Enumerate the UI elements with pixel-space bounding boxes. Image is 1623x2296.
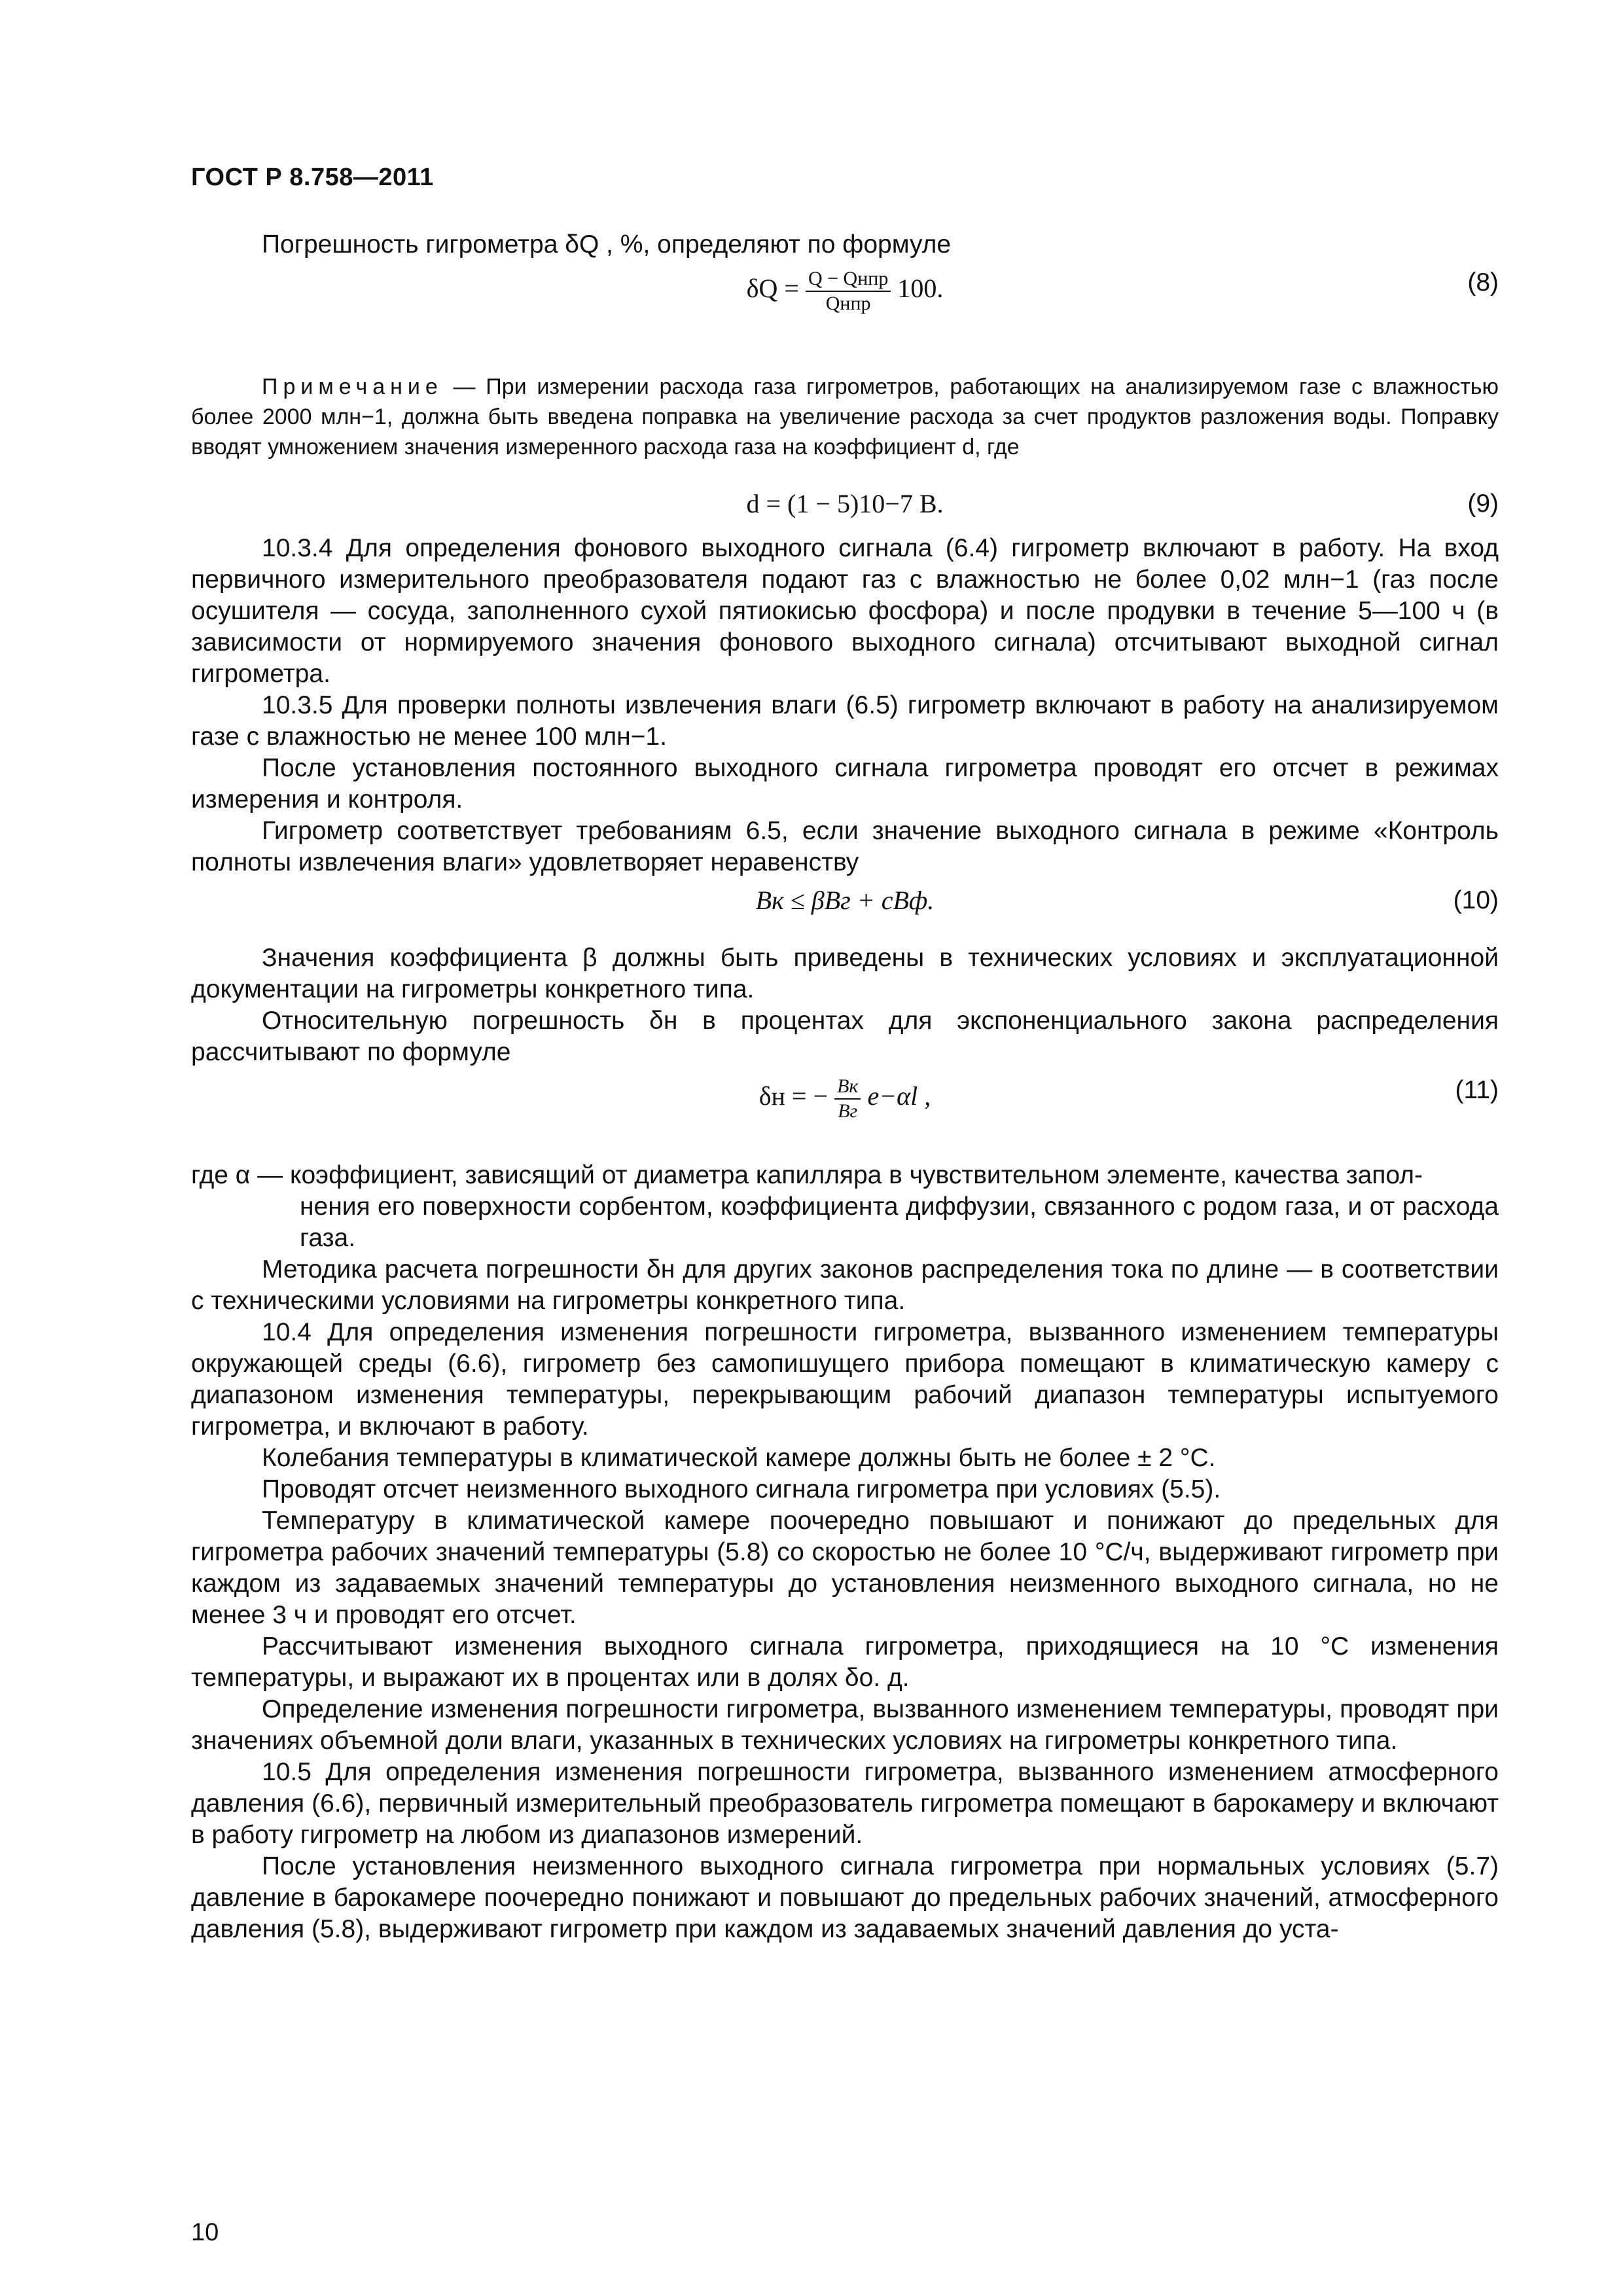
where-clause <box>191 1160 1499 1254</box>
paragraph-reading: Проводят отсчет неизменного выходного сигнала гигрометра при условиях (5.5). <box>262 1475 1221 1503</box>
formula-10-number: (10) <box>1453 886 1499 914</box>
paragraph-method: Методика расчета погрешности δн для других законов распределения тока по длине — в соответствии с техническими условиями на гигрометры конкретного типа. <box>191 1255 1499 1315</box>
paragraph-beta: Значения коэффициента β должны быть приведены в технических условиях и эксплуатационной документации на гигрометры конкретного типа. <box>191 944 1499 1003</box>
document-header: ГОСТ Р 8.758—2011 <box>191 164 434 191</box>
formula-11-number: (11) <box>1455 1076 1499 1104</box>
paragraph-intro: Погрешность гигрометра δQ , %, определяют по формуле <box>262 230 952 259</box>
formula-11-denominator: Bг <box>838 1100 858 1122</box>
formula-11-lhs: δн = − <box>758 1081 829 1111</box>
formula-10-expression: Bк ≤ βBг + cBф. <box>755 886 935 915</box>
formula-11-numerator: Bк <box>834 1075 861 1100</box>
formula-8-denominator: Qнпр <box>825 293 871 314</box>
note-label: Примечание <box>262 374 443 399</box>
paragraph-10-5: 10.5 Для определения изменения погрешности гигрометра, вызванного изменением атмосферного давления (6.6), первичный измерительный преобразователь гигрометра помещают в барокамеру и включают в работу гигрометр на любом из диапазонов измерений. <box>191 1758 1499 1849</box>
page-number: 10 <box>191 2219 219 2246</box>
paragraph-conforms: Гигрометр соответствует требованиям 6.5, если значение выходного сигнала в режиме «Контроль полноты извлечения влаги» удовлетворяет неравенству <box>191 817 1499 876</box>
formula-9 <box>191 488 1499 526</box>
paragraph-relative-error: Относительную погрешность δн в процентах для экспоненциального закона распределения рассчитывают по формуле <box>191 1007 1499 1066</box>
document-body <box>191 229 1499 1945</box>
note-text: — При измерении расхода газа гигрометров, работающих на анализируемом газе с влажностью более 2000 млн−1, должна быть введена поправка на увеличение расхода за счет продуктов разложения воды. Поправку вводят умножением значения измеренного расхода газа на коэффициент d, где <box>191 374 1499 459</box>
note-paragraph <box>191 372 1499 462</box>
paragraph-definition: Определение изменения погрешности гигрометра, вызванного изменением температуры, проводят при значениях объемной доли влаги, указанных в технических условиях на гигрометры конкретного типа. <box>191 1695 1499 1755</box>
paragraph-fluctuation: Колебания температуры в климатической камере должны быть не более ± 2 °С. <box>262 1444 1216 1472</box>
formula-11 <box>191 1075 1499 1153</box>
formula-8-number: (8) <box>1467 268 1499 296</box>
paragraph-after-stable: После установления постоянного выходного сигнала гигрометра проводят его отсчет в режимах измерения и контроля. <box>191 754 1499 814</box>
formula-8-numerator: Q − Qнпр <box>806 267 891 292</box>
formula-8-tail: 100. <box>897 274 944 304</box>
paragraph-10-3-4: 10.3.4 Для определения фонового выходного сигнала (6.4) гигрометр включают в работу. На вход первичного измерительного преобразователя подают газ с влажностью не более 0,02 млн−1 (газ после осушителя — сосуда, заполненного сухой пятиокисью фосфора) и после продувки в течение 5—100 ч (в зависимости от нормируемого значения фонового выходного сигнала) отсчитывают выходной сигнал гигрометра. <box>191 534 1499 688</box>
formula-8 <box>191 267 1499 346</box>
formula-8-fraction <box>806 267 891 315</box>
formula-9-number: (9) <box>1467 490 1499 518</box>
formula-8-lhs: δQ = <box>746 274 799 304</box>
paragraph-10-3-5: 10.3.5 Для проверки полноты извлечения влаги (6.5) гигрометр включают в работу на анализируемом газе с влажностью не менее 100 млн−1. <box>191 691 1499 751</box>
where-lead: где α — коэффициент, зависящий от диаметра капилляра в чувствительном элементе, качества запол- <box>191 1161 1423 1189</box>
paragraph-calculation: Рассчитывают изменения выходного сигнала гигрометра, приходящиеся на 10 °С изменения температуры, и выражают их в процентах или в долях δо. д. <box>191 1632 1499 1692</box>
paragraph-temperature: Температуру в климатической камере поочередно повышают и понижают до предельных для гигрометра рабочих значений температуры (5.8) со скоростью не более 10 °С/ч, выдерживают гигрометр при каждом из задаваемых значений температуры до установления неизменного выходного сигнала, но не менее 3 ч и проводят его отсчет. <box>191 1507 1499 1629</box>
formula-11-tail: e−αl , <box>867 1081 931 1111</box>
where-continuation: нения его поверхности сорбентом, коэффициента диффузии, связанного с родом газа, и от расхода газа. <box>300 1193 1499 1252</box>
formula-9-expression: d = (1 − 5)10−7 В. <box>746 489 944 518</box>
formula-10 <box>191 885 1499 923</box>
paragraph-10-4: 10.4 Для определения изменения погрешности гигрометра, вызванного изменением температуры окружающей среды (6.6), гигрометр без самопишущего прибора помещают в климатическую камеру с диапазоном изменения температуры, перекрывающим рабочий диапазон температуры испытуемого гигрометра, и включают в работу. <box>191 1318 1499 1441</box>
paragraph-last: После установления неизменного выходного сигнала гигрометра при нормальных условиях (5.7) давление в барокамере поочередно понижают и повышают до предельных рабочих значений, атмосферного давления (5.8), выдерживают гигрометр при каждом из задаваемых значений давления до уста- <box>191 1852 1499 1943</box>
formula-11-fraction <box>834 1075 861 1123</box>
